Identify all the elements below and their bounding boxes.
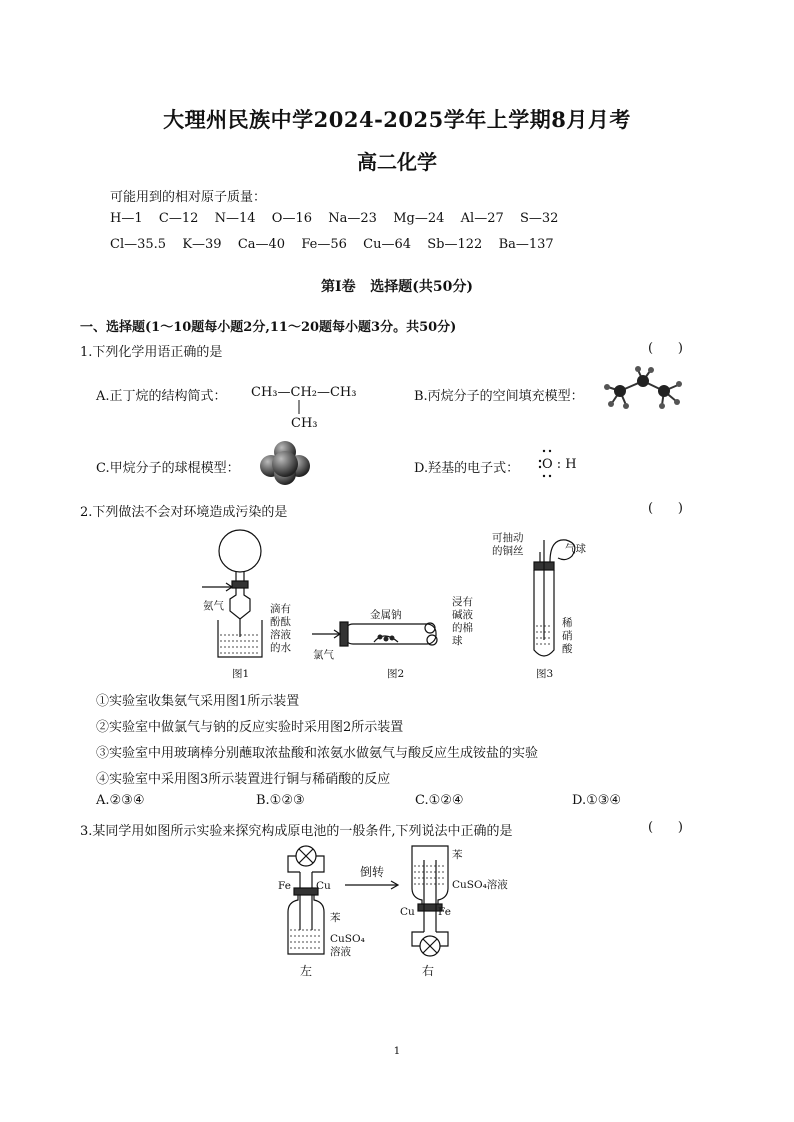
fig3-acid-label-3: 酸 [562,643,573,655]
atomic-mass-line-2: Cl—35.5 K—39 Ca—40 Fe—56 Cu—64 Sb—122 Ba—137 [110,237,554,252]
q2-option-c: C.①②④ [415,793,464,808]
q2-stem: 2.下列做法不会对环境造成污染的是 [80,505,288,520]
q3-left-cu-label: Cu [316,880,331,892]
q2-option-b: B.①②③ [256,793,305,808]
q3-right-caption: 右 [422,964,435,978]
fig1-water-label-2: 酚酞 [270,616,291,628]
q1-option-a-branch: CH₃ [291,416,318,431]
fig3-caption: 图3 [536,668,554,680]
q2-item-2: ②实验室中做氯气与钠的反应实验时采用图2所示装置 [96,720,404,735]
propane-model-image [598,367,688,413]
fig1-caption: 图1 [232,668,250,680]
q1-option-a: A.正丁烷的结构简式： [96,389,227,404]
q3-right-fe-label: Fe [438,906,451,918]
fig3-apparatus [520,530,600,665]
fig1-gas-label: 氨气 [203,600,224,612]
q3-left-solution-label-2: 溶液 [330,946,351,958]
q2-item-1: ①实验室收集氨气采用图1所示装置 [96,694,300,709]
fig2-caption: 图2 [387,668,405,680]
fig2-cotton-label-4: 球 [452,635,463,647]
q1-answer-bracket: ( ) [648,341,683,356]
fig3-acid-label-2: 硝 [562,630,573,642]
electron-dots [540,449,556,481]
methane-model-image [255,440,315,486]
q2-item-3: ③实验室中用玻璃棒分别蘸取浓盐酸和浓氨水做氨气与酸反应生成铵盐的实验 [96,746,539,761]
q2-item-4: ④实验室中采用图3所示装置进行铜与稀硝酸的反应 [96,772,391,787]
fig2-cotton-label-2: 碱液 [452,609,473,621]
atomic-mass-line-1: H—1 C—12 N—14 O—16 Na—23 Mg—24 Al—27 S—32 [110,211,559,226]
q3-left-fe-label: Fe [278,880,291,892]
exam-title: 大理州民族中学2024-2025学年上学期8月月考 [163,107,631,132]
page-number: 1 [393,1045,401,1057]
q2-option-d: D.①③④ [572,793,622,808]
q1-stem: 1.下列化学用语正确的是 [80,345,223,360]
fig2-cotton-label-3: 的棉 [452,622,473,634]
q1-option-a-formula: CH₃—CH₂—CH₃ [251,385,357,400]
q1-branch-bond [296,400,306,416]
fig2-gas-label: 氯气 [313,649,334,661]
fig2-metal-label: 金属钠 [370,609,402,621]
q3-left-benzene-label: 苯 [330,912,341,924]
q3-right-solution-label: CuSO₄溶液 [452,879,508,891]
fig2-cotton-label-1: 浸有 [452,596,473,608]
fig3-balloon-label: 气球 [565,543,586,555]
section-heading: 第Ⅰ卷 选择题(共50分) [321,279,473,295]
q2-answer-bracket: ( ) [648,501,683,516]
q3-stem: 3.某同学用如图所示实验来探究构成原电池的一般条件,下列说法中正确的是 [80,824,513,839]
fig1-water-label-4: 的水 [270,642,291,654]
q1-option-c: C.甲烷分子的球棍模型： [96,461,240,476]
q1-option-d: D.羟基的电子式： [414,461,520,476]
q3-left-solution-label-1: CuSO₄ [330,933,365,945]
fig3-wire-label-2: 的铜丝 [492,545,524,557]
fig3-acid-label-1: 稀 [562,617,573,629]
fig1-water-label-3: 溶液 [270,629,291,641]
fig1-water-label-1: 滴有 [270,603,291,615]
atomic-mass-intro: 可能用到的相对原子质量： [110,190,267,205]
q1-option-b: B.丙烷分子的空间填充模型： [414,389,584,404]
q3-right-benzene-label: 苯 [452,849,463,861]
q3-left-caption: 左 [300,964,313,978]
exam-subtitle: 高二化学 [357,150,437,174]
fig3-wire-label-1: 可抽动 [492,532,524,544]
q3-arrow-icon [345,880,401,890]
part-title: 一、选择题(1～10题每小题2分,11～20题每小题3分。共50分) [80,320,457,335]
q3-arrow-label: 倒转 [360,865,385,879]
fig1-apparatus [196,525,276,665]
q1-option-d-formula: O : H [542,457,577,472]
q2-option-a: A.②③④ [96,793,145,808]
q3-right-cu-label: Cu [400,906,415,918]
q3-answer-bracket: ( ) [648,820,683,835]
